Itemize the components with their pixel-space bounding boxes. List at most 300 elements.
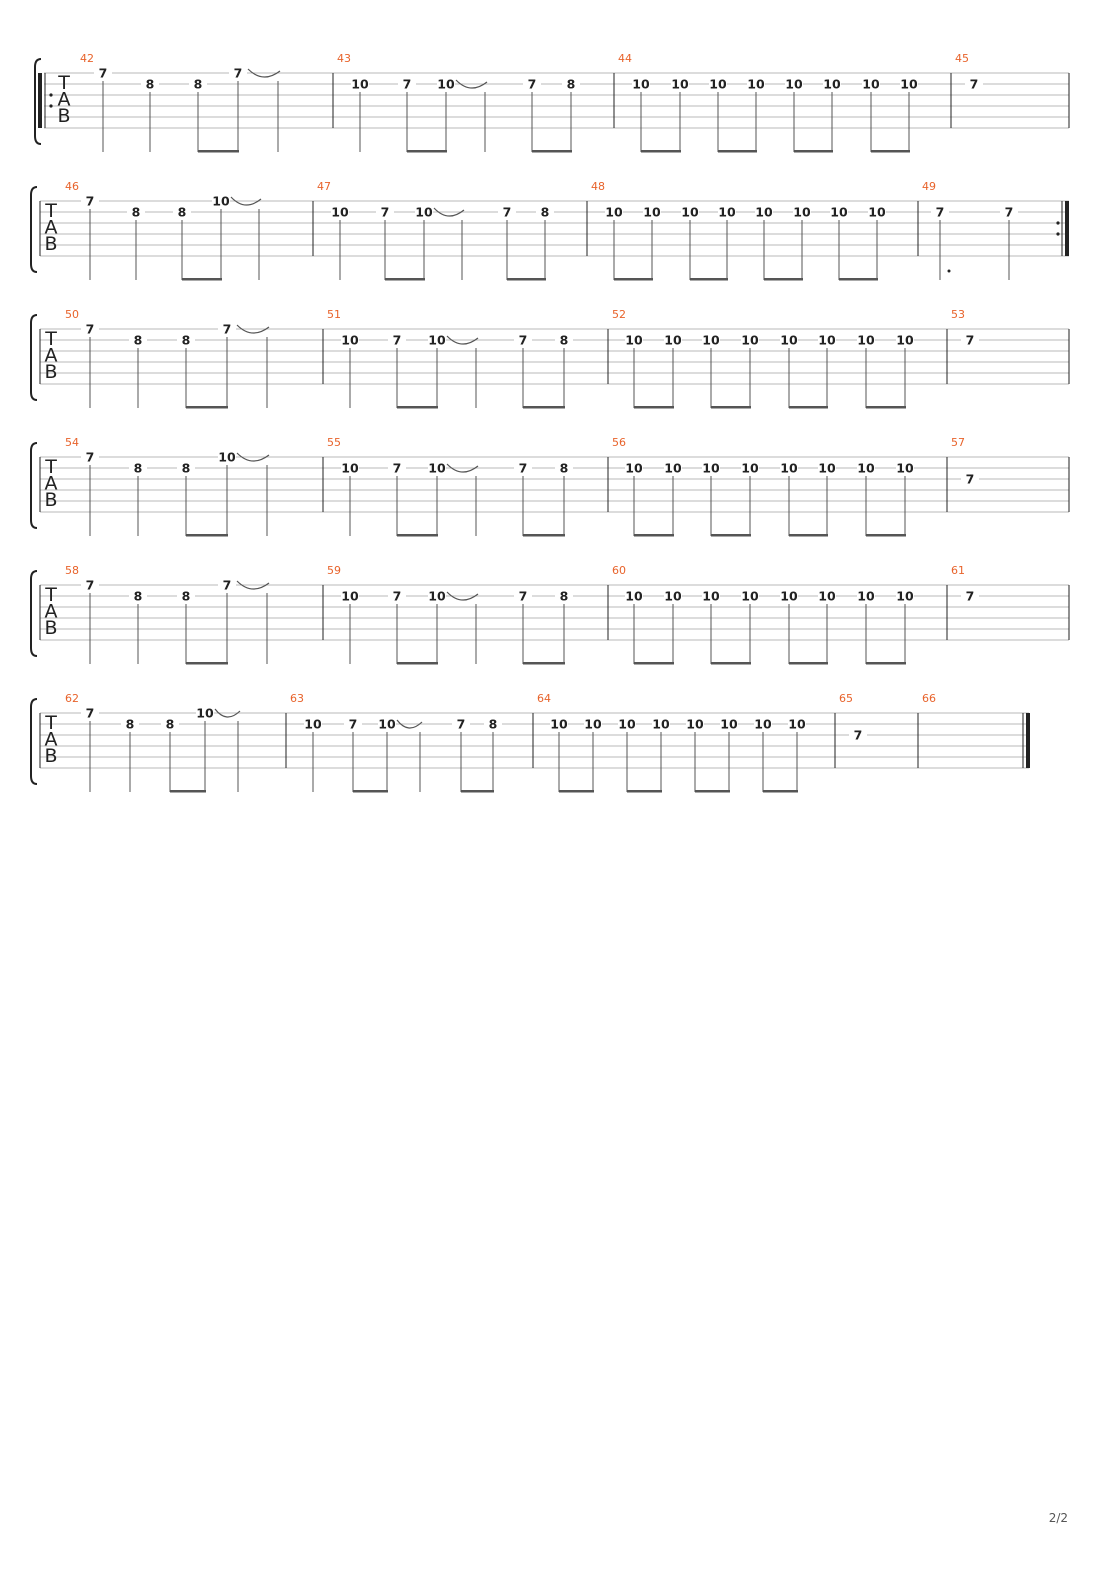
tab-note <box>304 717 322 793</box>
measure <box>317 180 554 281</box>
fret-number: 10 <box>428 588 446 604</box>
tab-note <box>747 77 765 153</box>
fret-number: 10 <box>625 460 643 476</box>
eighth-beam <box>397 662 438 665</box>
tab-note <box>177 589 195 665</box>
fret-number: 10 <box>741 332 759 348</box>
fret-number: 7 <box>380 204 390 220</box>
eighth-beam <box>523 534 565 537</box>
fret-number: 7 <box>935 204 945 220</box>
measure-number: 43 <box>337 52 351 65</box>
fret-number: 10 <box>681 204 699 220</box>
tab-note <box>625 333 643 409</box>
tab-note <box>173 205 191 281</box>
eighth-beam <box>789 534 828 537</box>
fret-number: 10 <box>664 460 682 476</box>
tab-note <box>741 461 759 537</box>
tab-note <box>793 205 811 281</box>
fret-number: 7 <box>853 727 863 743</box>
tab-note <box>129 589 147 665</box>
system-brace <box>31 571 37 656</box>
fret-number: 10 <box>830 204 848 220</box>
system-brace <box>31 315 37 400</box>
fret-number: 10 <box>718 204 736 220</box>
tab-note <box>555 333 573 409</box>
fret-number: 10 <box>780 588 798 604</box>
eighth-beam <box>523 662 565 665</box>
repeat-dot <box>49 104 52 107</box>
final-thick-bar <box>1026 713 1030 768</box>
fret-number: 7 <box>85 449 95 465</box>
fret-number: 10 <box>304 716 322 732</box>
tab-note <box>218 578 269 665</box>
fret-number: 7 <box>222 577 232 593</box>
eighth-beam <box>695 790 730 793</box>
tab-note <box>428 333 478 409</box>
tab-clef-letter: B <box>44 617 58 639</box>
fret-number: 7 <box>85 321 95 337</box>
eighth-beam <box>634 662 674 665</box>
tab-note <box>514 461 532 537</box>
eighth-beam <box>711 662 751 665</box>
fret-number: 8 <box>566 76 576 92</box>
tab-note <box>857 461 875 537</box>
tab-note <box>523 77 541 153</box>
eighth-beam <box>170 790 206 793</box>
fret-number: 8 <box>133 588 143 604</box>
measure-number: 66 <box>922 692 936 705</box>
measure-number: 49 <box>922 180 936 193</box>
fret-number: 10 <box>754 716 772 732</box>
fret-number: 8 <box>133 332 143 348</box>
tab-note <box>830 205 848 281</box>
tab-note <box>121 717 139 793</box>
tab-note <box>605 205 623 281</box>
tab-clef-letter: T <box>45 328 57 350</box>
eighth-beam <box>182 278 222 281</box>
fret-number: 7 <box>502 204 512 220</box>
tab-note <box>741 589 759 665</box>
tab-note <box>785 77 803 153</box>
eighth-beam <box>839 278 878 281</box>
eighth-beam <box>871 150 910 153</box>
tab-note <box>376 205 394 281</box>
repeat-start-thick-bar <box>38 73 42 128</box>
tab-clef-letter: B <box>44 233 58 255</box>
tab-note <box>81 578 99 665</box>
tab-note <box>428 461 478 537</box>
eighth-beam <box>385 278 425 281</box>
measure-number: 42 <box>80 52 94 65</box>
tab-note <box>388 589 406 665</box>
tab-note <box>681 205 699 281</box>
fret-number: 10 <box>741 588 759 604</box>
fret-number: 7 <box>233 65 243 81</box>
fret-number: 10 <box>671 76 689 92</box>
tab-note <box>961 333 979 348</box>
tab-note <box>618 717 636 793</box>
eighth-beam <box>634 406 674 409</box>
fret-number: 7 <box>222 321 232 337</box>
tab-note <box>849 728 867 743</box>
fret-number: 7 <box>527 76 537 92</box>
tab-note <box>780 333 798 409</box>
tab-note <box>555 461 573 537</box>
system-brace <box>31 699 37 784</box>
page-number: 2/2 <box>1048 1511 1068 1525</box>
measure-number: 51 <box>327 308 341 321</box>
fret-number: 10 <box>341 332 359 348</box>
tab-note <box>720 717 738 793</box>
tab-note <box>129 333 147 409</box>
fret-number: 8 <box>181 588 191 604</box>
fret-number: 8 <box>193 76 203 92</box>
fret-number: 10 <box>584 716 602 732</box>
tab-clef-letter: T <box>45 200 57 222</box>
fret-number: 8 <box>133 460 143 476</box>
fret-number: 7 <box>518 332 528 348</box>
measure <box>612 436 914 537</box>
tab-note <box>862 77 880 153</box>
fret-number: 10 <box>755 204 773 220</box>
eighth-beam <box>186 406 228 409</box>
tab-note <box>550 717 568 793</box>
fret-number: 7 <box>85 577 95 593</box>
measure-number: 64 <box>537 692 551 705</box>
tab-note <box>514 333 532 409</box>
tab-system <box>35 52 1069 153</box>
fret-number: 10 <box>643 204 661 220</box>
measure-number: 54 <box>65 436 79 449</box>
measure <box>327 436 573 537</box>
eighth-beam <box>507 278 546 281</box>
eighth-beam <box>627 790 662 793</box>
tab-clef-letter: T <box>45 456 57 478</box>
fret-number: 7 <box>98 65 108 81</box>
tab-note <box>818 589 836 665</box>
fret-number: 7 <box>965 471 975 487</box>
fret-number: 8 <box>165 716 175 732</box>
eighth-beam <box>763 790 798 793</box>
tab-clef-letter: B <box>44 745 58 767</box>
fret-number: 10 <box>415 204 433 220</box>
measure-number: 45 <box>955 52 969 65</box>
fret-number: 7 <box>392 460 402 476</box>
fret-number: 8 <box>559 588 569 604</box>
fret-number: 8 <box>125 716 135 732</box>
tab-note <box>896 333 914 409</box>
measure <box>337 52 580 153</box>
tab-note <box>94 66 112 153</box>
tab-note <box>709 77 727 153</box>
measure <box>537 692 806 793</box>
tab-clef-letter: B <box>44 361 58 383</box>
tab-note <box>857 333 875 409</box>
tab-note <box>212 194 261 281</box>
fret-number: 10 <box>896 460 914 476</box>
tab-note <box>341 461 359 537</box>
tab-note <box>664 333 682 409</box>
eighth-beam <box>690 278 728 281</box>
fret-number: 10 <box>720 716 738 732</box>
tab-note <box>218 450 269 537</box>
fret-number: 10 <box>605 204 623 220</box>
tab-note <box>702 333 720 409</box>
tab-note <box>428 589 478 665</box>
fret-number: 7 <box>85 705 95 721</box>
eighth-beam <box>718 150 757 153</box>
tab-system <box>31 564 1069 665</box>
tab-note <box>81 450 99 537</box>
tab-note <box>632 77 650 153</box>
eighth-beam <box>397 406 438 409</box>
tab-note <box>755 205 773 281</box>
measure-number: 56 <box>612 436 626 449</box>
repeat-dot <box>1056 221 1059 224</box>
fret-number: 10 <box>625 332 643 348</box>
fret-number: 10 <box>709 76 727 92</box>
measure <box>951 564 979 604</box>
fret-number: 10 <box>857 332 875 348</box>
eighth-beam <box>866 662 906 665</box>
fret-number: 7 <box>456 716 466 732</box>
tab-note <box>788 717 806 793</box>
fret-number: 10 <box>218 449 236 465</box>
fret-number: 7 <box>518 460 528 476</box>
measure-number: 47 <box>317 180 331 193</box>
eighth-beam <box>866 406 906 409</box>
measure-number: 63 <box>290 692 304 705</box>
fret-number: 10 <box>857 460 875 476</box>
tab-note <box>896 589 914 665</box>
tab-note <box>141 77 159 153</box>
eighth-beam <box>407 150 447 153</box>
tab-note <box>818 333 836 409</box>
tab-note <box>896 461 914 537</box>
tab-note <box>643 205 661 281</box>
tab-note <box>177 461 195 537</box>
tab-note <box>189 77 207 153</box>
measure <box>80 52 280 153</box>
measure-number: 53 <box>951 308 965 321</box>
tab-note <box>388 461 406 537</box>
tab-note <box>388 333 406 409</box>
eighth-beam <box>353 790 388 793</box>
tab-note <box>961 589 979 604</box>
tab-note <box>196 706 240 793</box>
fret-number: 8 <box>559 460 569 476</box>
measure <box>65 308 269 409</box>
fret-number: 10 <box>632 76 650 92</box>
tab-note <box>452 717 470 793</box>
eighth-beam <box>397 534 438 537</box>
tab-note <box>671 77 689 153</box>
measure <box>327 564 573 665</box>
fret-number: 7 <box>392 588 402 604</box>
fret-number: 10 <box>785 76 803 92</box>
measure-number: 62 <box>65 692 79 705</box>
measure <box>65 564 269 665</box>
fret-number: 8 <box>131 204 141 220</box>
tab-note <box>437 77 487 153</box>
eighth-beam <box>711 534 751 537</box>
measure-number: 48 <box>591 180 605 193</box>
tab-note <box>652 717 670 793</box>
measure <box>922 692 936 705</box>
fret-number: 8 <box>540 204 550 220</box>
fret-number: 10 <box>896 332 914 348</box>
fret-number: 7 <box>1004 204 1014 220</box>
tab-note <box>127 205 145 281</box>
measure <box>618 52 918 153</box>
eighth-beam <box>186 662 228 665</box>
tab-note <box>129 461 147 537</box>
fret-number: 7 <box>965 332 975 348</box>
fret-number: 10 <box>823 76 841 92</box>
eighth-beam <box>866 534 906 537</box>
tab-note <box>823 77 841 153</box>
eighth-beam <box>461 790 494 793</box>
fret-number: 10 <box>896 588 914 604</box>
fret-number: 10 <box>857 588 875 604</box>
fret-number: 8 <box>488 716 498 732</box>
tab-note <box>555 589 573 665</box>
fret-number: 10 <box>818 460 836 476</box>
fret-number: 7 <box>518 588 528 604</box>
eighth-beam <box>198 150 239 153</box>
tab-note <box>81 194 99 281</box>
tab-note <box>484 717 502 793</box>
fret-number: 7 <box>969 76 979 92</box>
tab-system <box>31 308 1069 409</box>
eighth-beam <box>532 150 572 153</box>
fret-number: 10 <box>625 588 643 604</box>
measure-number: 44 <box>618 52 632 65</box>
tab-note <box>702 461 720 537</box>
tab-clef-letter: T <box>58 72 70 94</box>
fret-number: 10 <box>196 705 214 721</box>
eighth-beam <box>794 150 833 153</box>
fret-number: 10 <box>780 460 798 476</box>
fret-number: 8 <box>181 332 191 348</box>
measure-number: 58 <box>65 564 79 577</box>
tab-note <box>868 205 886 281</box>
fret-number: 10 <box>428 332 446 348</box>
tab-note <box>900 77 918 153</box>
fret-number: 8 <box>559 332 569 348</box>
measure <box>591 180 886 281</box>
tab-note <box>931 205 951 281</box>
tab-note <box>415 205 464 281</box>
fret-number: 10 <box>900 76 918 92</box>
fret-number: 10 <box>331 204 349 220</box>
tab-note <box>81 322 99 409</box>
tab-system <box>31 692 1030 793</box>
tab-note <box>1000 205 1018 281</box>
tab-clef-letter: A <box>44 344 58 367</box>
tab-note <box>351 77 369 153</box>
eighth-beam <box>559 790 594 793</box>
eighth-beam <box>641 150 681 153</box>
fret-number: 10 <box>702 332 720 348</box>
fret-number: 10 <box>664 332 682 348</box>
tab-note <box>718 205 736 281</box>
tab-system <box>31 436 1069 537</box>
tab-system <box>31 180 1069 281</box>
fret-number: 10 <box>702 460 720 476</box>
measure-number: 50 <box>65 308 79 321</box>
fret-number: 10 <box>351 76 369 92</box>
tab-note <box>625 589 643 665</box>
tab-note <box>961 472 979 487</box>
tab-clef-letter: A <box>44 728 58 751</box>
tab-note <box>341 333 359 409</box>
fret-number: 10 <box>550 716 568 732</box>
measure-number: 57 <box>951 436 965 449</box>
eighth-beam <box>711 406 751 409</box>
tab-note <box>818 461 836 537</box>
measure <box>955 52 983 92</box>
fret-number: 10 <box>652 716 670 732</box>
fret-number: 7 <box>392 332 402 348</box>
measure <box>612 308 914 409</box>
fret-number: 10 <box>437 76 455 92</box>
measure <box>65 692 240 793</box>
tab-note <box>229 66 280 153</box>
tab-note <box>536 205 554 281</box>
tab-note <box>686 717 704 793</box>
measure-number: 59 <box>327 564 341 577</box>
tab-note <box>664 461 682 537</box>
measure <box>327 308 573 409</box>
tab-note <box>344 717 362 793</box>
fret-number: 7 <box>348 716 358 732</box>
fret-number: 7 <box>85 193 95 209</box>
system-brace <box>31 187 37 272</box>
fret-number: 10 <box>341 460 359 476</box>
tab-clef-letter: B <box>57 105 71 127</box>
tab-note <box>584 717 602 793</box>
fret-number: 10 <box>664 588 682 604</box>
fret-number: 8 <box>145 76 155 92</box>
eighth-beam <box>764 278 803 281</box>
fret-number: 10 <box>793 204 811 220</box>
tab-note <box>331 205 349 281</box>
measure <box>922 180 1018 280</box>
fret-number: 10 <box>788 716 806 732</box>
repeat-dot <box>1056 232 1059 235</box>
tab-note <box>741 333 759 409</box>
tab-clef-letter: A <box>44 472 58 495</box>
fret-number: 7 <box>965 588 975 604</box>
fret-number: 7 <box>402 76 412 92</box>
tab-note <box>857 589 875 665</box>
fret-number: 10 <box>212 193 230 209</box>
tab-note <box>177 333 195 409</box>
measure <box>65 436 269 537</box>
fret-number: 10 <box>868 204 886 220</box>
measure-number: 55 <box>327 436 341 449</box>
fret-number: 10 <box>818 332 836 348</box>
tab-clef-letter: A <box>44 600 58 623</box>
tab-note <box>218 322 269 409</box>
fret-number: 10 <box>618 716 636 732</box>
measure-number: 52 <box>612 308 626 321</box>
eighth-beam <box>523 406 565 409</box>
fret-number: 10 <box>686 716 704 732</box>
eighth-beam <box>789 406 828 409</box>
fret-number: 8 <box>177 204 187 220</box>
